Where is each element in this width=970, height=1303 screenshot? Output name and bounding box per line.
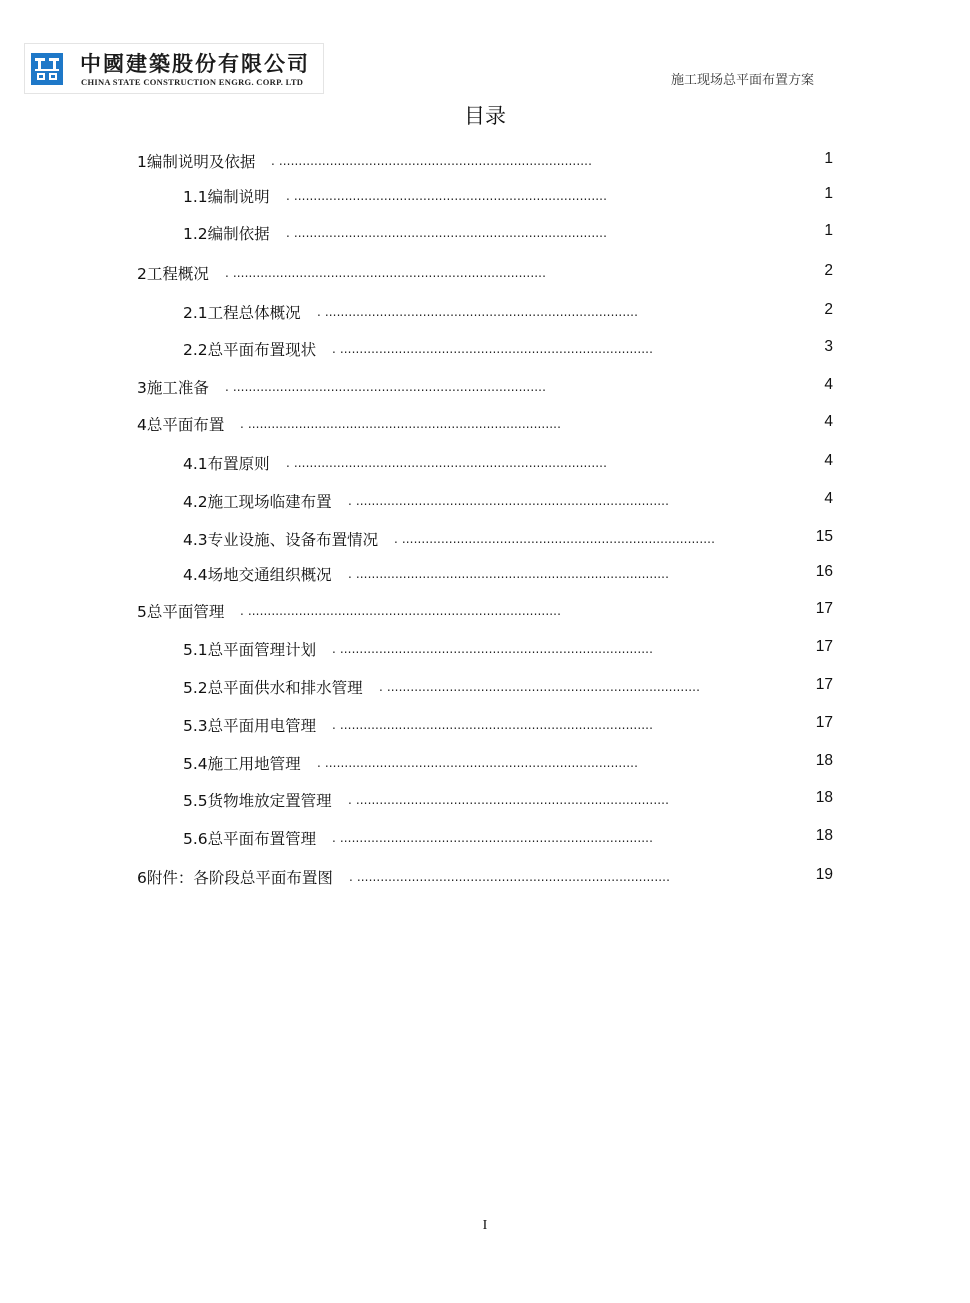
toc-dot-leader: . ................................................................................ [394,532,715,546]
toc-dot-leader: . ................................................................................ [349,870,670,884]
toc-dot-leader: . ................................................................................ [240,417,561,431]
toc-entry-label: 4.1布置原则 [183,455,270,473]
toc-entry-label: 5.1总平面管理计划 [183,641,317,659]
toc-dot-leader: . ................................................................................ [348,494,669,508]
toc-entry[interactable] [0,490,920,514]
toc-entry-label: 2.1工程总体概况 [183,304,301,322]
toc-entry[interactable] [0,638,920,662]
toc-entry[interactable] [0,676,920,700]
toc-entry[interactable] [0,827,920,851]
toc-entry-page: 4 [824,376,833,393]
toc-entry[interactable] [0,185,920,209]
toc-entry-page: 1 [824,222,833,239]
toc-entry-label: 4.4场地交通组织概况 [183,566,332,584]
toc-entry-page: 18 [815,789,833,806]
toc-dot-leader: . ................................................................................ [271,154,592,168]
toc-entry[interactable] [0,413,920,437]
toc-entry[interactable] [0,866,920,890]
toc-entry[interactable] [0,222,920,246]
toc-dot-leader: . ................................................................................ [225,266,546,280]
toc-entry-page: 17 [815,600,833,617]
toc-dot-leader: . ................................................................................ [332,831,653,845]
toc-entry-page: 1 [824,185,833,202]
toc-entry[interactable] [0,262,920,286]
toc-entry-page: 4 [824,452,833,469]
toc-dot-leader: . ................................................................................ [240,604,561,618]
toc-entry[interactable] [0,752,920,776]
toc-entry-label: 3施工准备 [137,379,209,397]
toc-entry-label: 1编制说明及依据 [137,153,256,171]
toc-entry[interactable] [0,301,920,325]
toc-dot-leader: . ................................................................................ [317,756,638,770]
toc-dot-leader: . ................................................................................ [379,680,700,694]
toc-entry[interactable] [0,714,920,738]
toc-entry-page: 17 [815,638,833,655]
toc-entry[interactable] [0,150,920,174]
toc-dot-leader: . ................................................................................ [317,305,638,319]
toc-entry-label: 5.6总平面布置管理 [183,830,317,848]
toc-entry-page: 15 [815,528,833,545]
footer-page-number: I [482,1218,488,1233]
toc-entry[interactable] [0,563,920,587]
company-name-cn: 中國建築股份有限公司 [80,51,310,76]
toc-entry-page: 16 [815,563,833,580]
toc-entry-page: 1 [824,150,833,167]
document-header-title: 施工现场总平面布置方案 [670,73,814,88]
toc-title: 目录 [464,104,506,128]
toc-dot-leader: . ................................................................................ [286,189,607,203]
toc-entry-label: 4.3专业设施、设备布置情况 [183,531,379,549]
toc-entry[interactable] [0,789,920,813]
toc-entry-page: 19 [815,866,833,883]
toc-entry-label: 5.2总平面供水和排水管理 [183,679,363,697]
toc-dot-leader: . ................................................................................ [348,567,669,581]
toc-entry[interactable] [0,600,920,624]
toc-entry-page: 17 [815,676,833,693]
toc-dot-leader: . ................................................................................ [286,226,607,240]
toc-dot-leader: . ................................................................................ [332,342,653,356]
toc-entry-label: 6附件：各阶段总平面布置图 [137,869,333,887]
toc-entry-label: 5总平面管理 [137,603,225,621]
toc-dot-leader: . ................................................................................ [332,718,653,732]
toc-entry-page: 2 [824,301,833,318]
toc-entry-label: 1.1编制说明 [183,188,270,206]
company-name-en: CHINA STATE CONSTRUCTION ENGRG. CORP. LTD [81,77,304,87]
toc-dot-leader: . ................................................................................ [348,793,669,807]
toc-dot-leader: . ................................................................................ [225,380,546,394]
toc-entry-label: 4.2施工现场临建布置 [183,493,332,511]
toc-entry-page: 4 [824,490,833,507]
toc-entry-label: 5.4施工用地管理 [183,755,301,773]
toc-dot-leader: . ................................................................................ [286,456,607,470]
toc-entry-page: 17 [815,714,833,731]
toc-dot-leader: . ................................................................................ [332,642,653,656]
toc-entry-label: 5.3总平面用电管理 [183,717,317,735]
toc-entry-label: 1.2编制依据 [183,225,270,243]
toc-entry-label: 4总平面布置 [137,416,225,434]
toc-entry[interactable] [0,338,920,362]
toc-entry[interactable] [0,376,920,400]
toc-entry[interactable] [0,452,920,476]
toc-entry-label: 5.5货物堆放定置管理 [183,792,332,810]
toc-entry-page: 2 [824,262,833,279]
toc-entry-label: 2.2总平面布置现状 [183,341,317,359]
toc-entry-page: 18 [815,827,833,844]
toc-entry-page: 18 [815,752,833,769]
toc-entry-label: 2工程概况 [137,265,209,283]
toc-entry[interactable] [0,528,920,552]
toc-entry-page: 4 [824,413,833,430]
toc-entry-page: 3 [824,338,833,355]
